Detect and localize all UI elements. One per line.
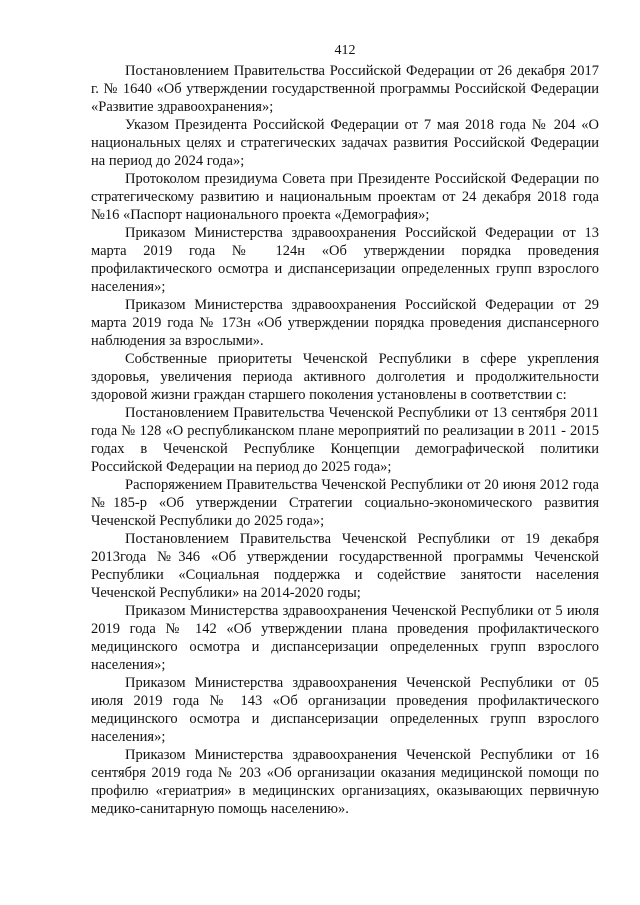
paragraph: Постановлением Правительства Чеченской Республики от 19 декабря 2013года №346 «Об утверждении государственной программы Чеченской Республики «Социальная поддержка и содействие занятости населения Чеченской Республики» на 2014-2020 годы; <box>91 531 599 601</box>
paragraph: Приказом Министерства здравоохранения Чеченской Республики от 16 сентября 2019 года № 203 «Об организации оказания медицинской помощи по профилю «гериатрия» в медицинских организациях, оказывающих первичную медико-санитарную помощь населению». <box>91 747 599 817</box>
paragraph: Протоколом президиума Совета при Президенте Российской Федерации по стратегическому развитию и национальным проектам от 24 декабря 2018 года №16 «Паспорт национального проекта «Демография»; <box>91 171 599 223</box>
document-page <box>91 42 599 842</box>
paragraph: Собственные приоритеты Чеченской Республики в сфере укрепления здоровья, увеличения периода активного долголетия и продолжительности здоровой жизни граждан старшего поколения установлены в соответствии с: <box>91 351 599 403</box>
document-body <box>91 62 599 818</box>
paragraph: Указом Президента Российской Федерации от 7 мая 2018 года № 204 «О национальных целях и стратегических задачах развития Российской Федерации на период до 2024 года»; <box>91 117 599 169</box>
paragraph: Приказом Министерства здравоохранения Чеченской Республики от 05 июля 2019 года № 143 «Об организации проведения профилактического медицинского осмотра и диспансеризации определенных групп взрослого населения»; <box>91 675 599 745</box>
paragraph: Постановлением Правительства Российской Федерации от 26 декабря 2017 г. № 1640 «Об утверждении государственной программы Российской Федерации «Развитие здравоохранения»; <box>91 63 599 115</box>
paragraph: Приказом Министерства здравоохранения Чеченской Республики от 5 июля 2019 года № 142 «Об утверждении плана проведения профилактического медицинского осмотра и диспансеризации определенных групп взрослого населения»; <box>91 603 599 673</box>
page-number: 412 <box>334 43 356 58</box>
paragraph: Приказом Министерства здравоохранения Российской Федерации от 29 марта 2019 года № 173н «Об утверждении порядка проведения диспансерного наблюдения за взрослыми». <box>91 297 599 349</box>
paragraph: Постановлением Правительства Чеченской Республики от 13 сентября 2011 года № 128 «О республиканском плане мероприятий по реализации в 2011 - 2015 годах в Чеченской Республике Концепции демографической политики Российской Федерации на период до 2025 года»; <box>91 405 599 475</box>
paragraph: Приказом Министерства здравоохранения Российской Федерации от 13 марта 2019 года № 124н «Об утверждении порядка проведения профилактического осмотра и диспансеризации определенных групп взрослого населения»; <box>91 225 599 295</box>
paragraph: Распоряжением Правительства Чеченской Республики от 20 июня 2012 года №185-р «Об утверждении Стратегии социально-экономического развития Чеченской Республики до 2025 года»; <box>91 477 599 529</box>
